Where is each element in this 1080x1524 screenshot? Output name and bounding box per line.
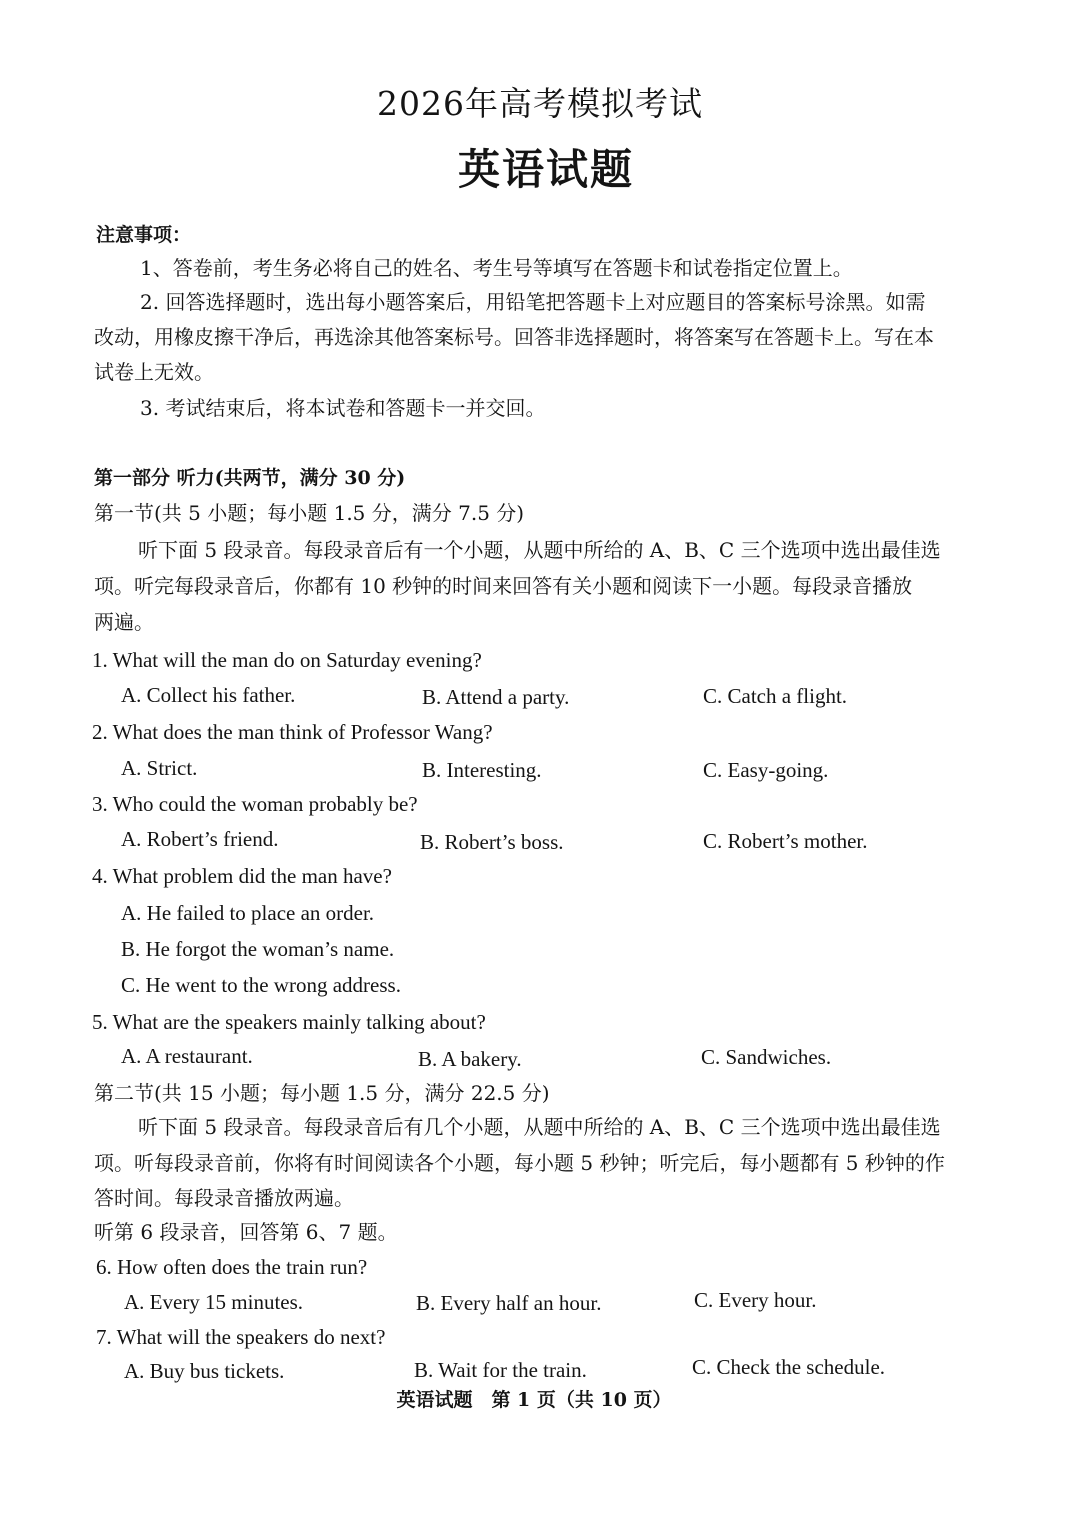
- question-7-option-a: A. Buy bus tickets.: [124, 1359, 285, 1383]
- section1-instructions-line-1: 听下面 5 段录音。每段录音后有一个小题，从题中所给的 A、B、C 三个选项中选出最佳选: [138, 538, 941, 562]
- section1-instructions-line-3: 两遍。: [94, 610, 154, 634]
- question-6-option-a: A. Every 15 minutes.: [124, 1290, 304, 1314]
- page-footer: 英语试题 第 1 页（共 10 页）: [396, 1389, 672, 1411]
- notes-item-1: 1、答卷前，考生务必将自己的姓名、考生号等填写在答题卡和试卷指定位置上。: [140, 256, 853, 280]
- question-1-option-c: C. Catch a flight.: [703, 684, 848, 708]
- part1-heading: 第一部分 听力(共两节，满分 30 分): [94, 467, 406, 489]
- section1-heading: 第一节(共 5 小题；每小题 1.5 分，满分 7.5 分): [94, 501, 525, 525]
- audio-6-instruction: 听第 6 段录音，回答第 6、7 题。: [94, 1220, 398, 1244]
- notes-item-3: 3. 考试结束后，将本试卷和答题卡一并交回。: [140, 396, 546, 420]
- exam-title: 2026年高考模拟考试: [377, 84, 703, 123]
- question-2-option-b: B. Interesting.: [422, 758, 542, 782]
- question-6-stem: 6. How often does the train run?: [96, 1255, 368, 1279]
- subject-title: 英语试题: [457, 145, 634, 194]
- notes-item-2-line-1: 2. 回答选择题时，选出每小题答案后，用铅笔把答题卡上对应题目的答案标号涂黑。如需: [140, 290, 926, 314]
- question-6-option-b: B. Every half an hour.: [416, 1291, 602, 1315]
- question-7-stem: 7. What will the speakers do next?: [96, 1325, 386, 1349]
- question-5-stem: 5. What are the speakers mainly talking about?: [92, 1010, 486, 1034]
- question-4-stem: 4. What problem did the man have?: [92, 864, 392, 888]
- question-7-option-b: B. Wait for the train.: [414, 1358, 587, 1382]
- question-4-option-b: B. He forgot the woman’s name.: [121, 937, 395, 961]
- question-6-option-c: C. Every hour.: [694, 1288, 817, 1312]
- section2-heading: 第二节(共 15 小题；每小题 1.5 分，满分 22.5 分): [94, 1081, 550, 1105]
- question-5-option-c: C. Sandwiches.: [701, 1045, 832, 1069]
- section2-instructions-line-2: 项。听每段录音前，你将有时间阅读各个小题，每小题 5 秒钟；听完后，每小题都有 5 秒钟的作: [94, 1151, 945, 1175]
- question-3-stem: 3. Who could the woman probably be?: [92, 792, 418, 816]
- notes-heading: 注意事项：: [96, 224, 192, 246]
- section2-instructions-line-1: 听下面 5 段录音。每段录音后有几个小题，从题中所给的 A、B、C 三个选项中选出最佳选: [138, 1115, 941, 1139]
- notes-item-2-line-3: 试卷上无效。: [94, 360, 214, 384]
- question-5-option-b: B. A bakery.: [418, 1047, 522, 1071]
- notes-item-2-line-2: 改动，用橡皮擦干净后，再选涂其他答案标号。回答非选择题时，将答案写在答题卡上。写在本: [94, 325, 934, 349]
- question-2-stem: 2. What does the man think of Professor Wang?: [92, 720, 493, 744]
- question-3-option-b: B. Robert’s boss.: [420, 830, 564, 854]
- question-1-stem: 1. What will the man do on Saturday evening?: [92, 648, 482, 672]
- question-3-option-a: A. Robert’s friend.: [121, 827, 279, 851]
- question-1-option-a: A. Collect his father.: [121, 683, 296, 707]
- question-2-option-a: A. Strict.: [121, 756, 198, 780]
- question-3-option-c: C. Robert’s mother.: [703, 829, 868, 853]
- question-1-option-b: B. Attend a party.: [422, 685, 570, 709]
- question-5-option-a: A. A restaurant.: [121, 1044, 253, 1068]
- question-7-option-c: C. Check the schedule.: [692, 1355, 886, 1379]
- section1-instructions-line-2: 项。听完每段录音后，你都有 10 秒钟的时间来回答有关小题和阅读下一小题。每段录音播放: [94, 574, 913, 598]
- section2-instructions-line-3: 答时间。每段录音播放两遍。: [94, 1186, 354, 1210]
- question-4-option-c: C. He went to the wrong address.: [121, 973, 401, 997]
- question-2-option-c: C. Easy-going.: [703, 758, 829, 782]
- question-4-option-a: A. He failed to place an order.: [121, 901, 375, 925]
